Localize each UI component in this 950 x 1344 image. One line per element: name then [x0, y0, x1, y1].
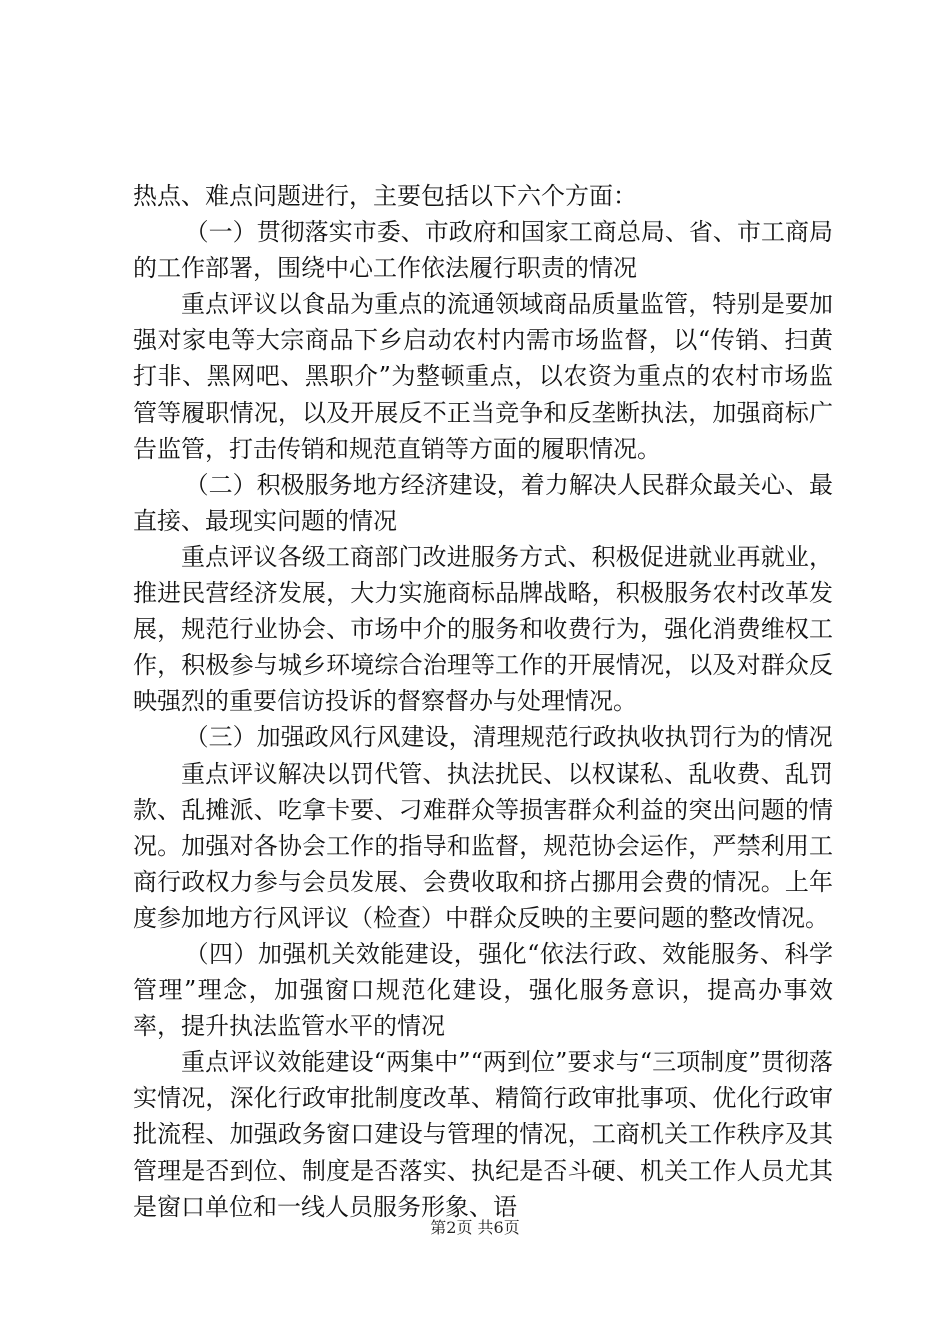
page-number-footer: 第2页 共6页 [430, 1218, 520, 1237]
section-body-3: 重点评议解决以罚代管、执法扰民、以权谋私、乱收费、乱罚款、乱摊派、吃拿卡要、刁难群众等损害群众利益的突出问题的情况。加强对各协会工作的指导和监督，规范协会运作，严禁利用工商行政权力参与会员发展、会费收取和挤占挪用会费的情况。上年度参加地方行风评议（检查）中群众反映的主要问题的整改情况。 [133, 759, 833, 932]
section-heading-3: （三）加强政风行风建设，清理规范行政执收执罚行为的情况 [184, 723, 833, 752]
section-heading-1: （一）贯彻落实市委、市政府和国家工商总局、省、市工商局的工作部署，围绕中心工作依法履行职责的情况 [133, 218, 833, 283]
document-body [133, 178, 833, 1225]
section-body-4: 重点评议效能建设“两集中”“两到位”要求与“三项制度”贯彻落实情况，深化行政审批制度改革、精简行政审批事项、优化行政审批流程、加强政务窗口建设与管理的情况，工商机关工作秩序及其管理是否到位、制度是否落实、执纪是否斗硬、机关工作人员尤其是窗口单位和一线人员服务形象、语 [133, 1048, 833, 1221]
section-body-2: 重点评议各级工商部门改进服务方式、积极促进就业再就业，推进民营经济发展，大力实施商标品牌战略，积极服务农村改革发展，规范行业协会、市场中介的服务和收费行为，强化消费维权工作，积极参与城乡环境综合治理等工作的开展情况，以及对群众反映强烈的重要信访投诉的督察督办与处理情况。 [133, 542, 833, 716]
section-heading-2: （二）积极服务地方经济建设，着力解决人民群众最关心、最直接、最现实问题的情况 [133, 470, 833, 535]
section-heading-4: （四）加强机关效能建设，强化“依法行政、效能服务、科学管理”理念，加强窗口规范化建设，强化服务意识，提高办事效率，提升执法监管水平的情况 [133, 939, 833, 1041]
paragraph-intro: 热点、难点问题进行，主要包括以下六个方面： [133, 182, 637, 210]
section-body-1: 重点评议以食品为重点的流通领域商品质量监管，特别是要加强对家电等大宗商品下乡启动农村内需市场监督，以“传销、扫黄打非、黑网吧、黑职介”为整顿重点，以农资为重点的农村市场监管等履职情况，以及开展反不正当竞争和反垄断执法，加强商标广告监管，打击传销和规范直销等方面的履职情况。 [133, 290, 833, 463]
